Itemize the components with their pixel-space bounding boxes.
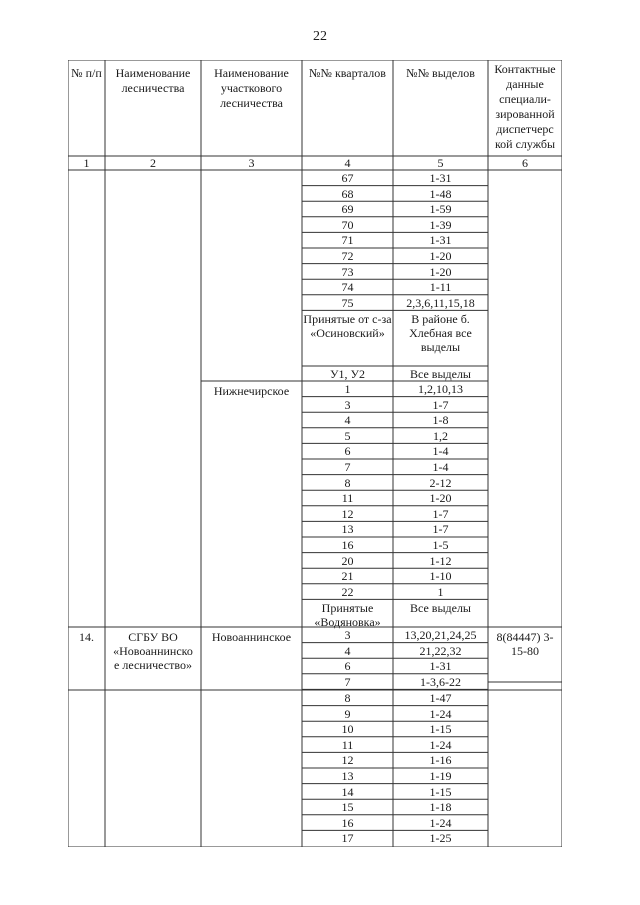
allotment-cell: 1-7	[432, 522, 449, 537]
quarter-cell: 1	[344, 382, 351, 396]
quarter-cell: 6	[344, 659, 351, 674]
quarter-cell: 17	[341, 831, 354, 846]
allotment-cell: 1-7	[432, 506, 449, 521]
quarter-cell: 3	[344, 397, 351, 412]
allotment-cell: 1-24	[429, 737, 452, 752]
quarter-cell: 71	[341, 233, 354, 248]
allotment-cell: 1-19	[429, 769, 452, 783]
quarter-cell: 7	[344, 460, 351, 474]
quarter-cell: 8	[344, 475, 351, 490]
quarter-cell: 6	[344, 444, 351, 459]
header-quarters: №№ кварталов	[309, 66, 386, 80]
quarter-cell: 13	[341, 522, 354, 537]
allotment-cell: 1-47	[429, 691, 452, 705]
row-number: 14.	[79, 630, 94, 644]
column-number: 6	[522, 156, 528, 170]
allotment-cell: 1-5	[432, 538, 449, 552]
quarter-cell: 14	[341, 784, 354, 799]
allotment-cell: 1-4	[432, 460, 449, 474]
allotment-cell: 1-31	[429, 659, 452, 674]
allotment-cell: 13,20,21,24,25	[404, 628, 477, 642]
allotment-cell: В районе б. Хлебная все выделы	[409, 312, 472, 355]
header-contact: Контактные данные специали- зированной диспетчерс кой службы	[494, 62, 556, 151]
quarter-cell: 4	[344, 413, 351, 428]
column-number: 1	[83, 156, 90, 170]
column-number: 3	[248, 156, 255, 170]
quarter-cell: 70	[341, 217, 354, 232]
allotment-cell: 1-3,6-22	[420, 674, 461, 689]
quarter-cell: 4	[344, 643, 351, 658]
quarter-cell: 7	[344, 674, 351, 689]
allotment-cell: 1-39	[429, 217, 452, 232]
allotment-cell: 1-15	[429, 784, 452, 799]
quarter-cell: 11	[341, 737, 354, 752]
forestry-name: СГБУ ВО «Новоаннинско е лесничество»	[113, 630, 193, 672]
allotment-cell: 1,2	[433, 428, 448, 443]
quarter-cell: 3	[344, 628, 351, 642]
header-allotments: №№ выделов	[406, 66, 475, 80]
quarter-cell: 9	[344, 706, 351, 721]
quarter-cell: У1, У2	[330, 367, 365, 381]
allotment-cell: 1-31	[429, 233, 452, 248]
header-forestry: Наименование лесничества	[115, 66, 191, 95]
allotment-cell: 1-31	[429, 171, 452, 185]
allotment-cell: 1-4	[432, 444, 449, 459]
allotment-cell: 21,22,32	[419, 643, 462, 658]
allotment-cell: 1-8	[432, 413, 449, 428]
column-number: 5	[437, 156, 444, 170]
allotment-cell: 1-20	[429, 491, 452, 506]
page-number: 22	[313, 29, 327, 44]
allotment-cell: 2-12	[429, 475, 452, 490]
column-number: 2	[150, 156, 156, 170]
quarter-cell: Принятые от с-за «Осиновский»	[303, 312, 392, 341]
quarter-cell: 72	[341, 249, 354, 263]
quarter-cell: 74	[341, 280, 354, 295]
allotment-cell: 1-10	[429, 569, 452, 584]
quarter-cell: 11	[341, 491, 354, 506]
quarter-cell: 10	[341, 722, 354, 737]
allotment-cell: 1-59	[429, 202, 452, 217]
quarter-cell: 5	[344, 428, 351, 443]
quarter-cell: 68	[341, 186, 354, 201]
quarter-cell: 13	[341, 769, 354, 783]
allotment-cell: 1-18	[429, 800, 452, 815]
quarter-cell: 12	[341, 753, 354, 768]
district-name: Новоаннинское	[211, 630, 292, 644]
quarter-cell: 21	[341, 569, 354, 584]
quarter-cell: 12	[341, 506, 354, 521]
quarter-cell: Принятые «Водяновка»	[314, 601, 381, 630]
allotment-cell: 1-11	[429, 280, 452, 295]
header-district: Наименование участкового лесничества	[214, 66, 289, 110]
quarter-cell: 22	[341, 584, 354, 599]
allotment-cell: Все выделы	[409, 601, 471, 616]
forestry-table	[68, 60, 562, 847]
quarter-cell: 67	[341, 171, 354, 185]
quarter-cell: 8	[344, 691, 351, 705]
allotment-cell: 1-20	[429, 249, 452, 263]
allotment-cell: 1-15	[429, 722, 452, 737]
header-number: № п/п	[71, 66, 102, 80]
allotment-cell: 1-48	[429, 186, 452, 201]
district-name: Нижнечирское	[213, 384, 290, 398]
allotment-cell: 1-20	[429, 264, 452, 279]
column-number: 4	[344, 156, 351, 170]
allotment-cell: 1-24	[429, 706, 452, 721]
contact-data: 8(84447) 3-15-80	[496, 630, 554, 658]
quarter-cell: 16	[341, 538, 354, 552]
allotment-cell: 1-25	[429, 831, 452, 846]
quarter-cell: 15	[341, 800, 354, 815]
allotment-cell: 1-24	[429, 815, 452, 830]
allotment-cell: Все выделы	[409, 367, 471, 381]
allotment-cell: 1-16	[429, 753, 452, 768]
quarter-cell: 73	[341, 264, 354, 279]
allotment-cell: 1-12	[429, 553, 452, 568]
quarter-cell: 69	[341, 202, 354, 217]
allotment-cell: 1	[437, 584, 444, 599]
quarter-cell: 20	[341, 553, 354, 568]
quarter-cell: 16	[341, 815, 354, 830]
quarter-cell: 75	[341, 295, 354, 310]
allotment-cell: 2,3,6,11,15,18	[406, 295, 475, 310]
allotment-cell: 1-7	[432, 397, 449, 412]
allotment-cell: 1,2,10,13	[418, 382, 463, 396]
